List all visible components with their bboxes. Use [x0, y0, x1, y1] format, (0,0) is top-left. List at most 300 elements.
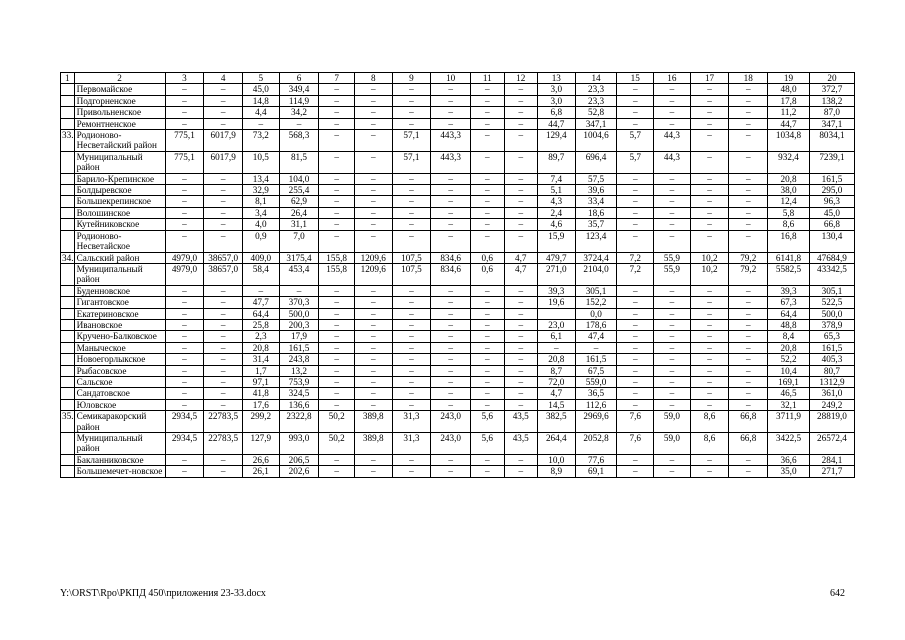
value-cell: 7,2 [617, 263, 654, 285]
value-cell: 66,8 [729, 411, 768, 433]
value-cell: – [204, 365, 243, 376]
value-cell: – [504, 196, 537, 207]
row-name: Сандатовское [74, 388, 165, 399]
value-cell: 26572,4 [809, 433, 854, 455]
value-cell: – [654, 95, 691, 106]
value-cell: 55,9 [654, 252, 691, 263]
value-cell: 161,5 [575, 354, 617, 365]
value-cell: – [654, 376, 691, 387]
row-number: 35. [61, 411, 75, 433]
row-number [61, 308, 75, 319]
value-cell: 89,7 [537, 151, 575, 173]
value-cell: 4979,0 [165, 252, 204, 263]
row-number [61, 399, 75, 410]
value-cell: – [431, 95, 471, 106]
value-cell: 14,5 [537, 399, 575, 410]
footer-file-path: Y:\ORST\Rpo\РКПД 450\приложения 23-33.docx [60, 588, 266, 599]
value-cell: – [471, 118, 504, 129]
value-cell: 2,3 [243, 331, 280, 342]
value-cell: – [204, 308, 243, 319]
value-cell: 271,7 [809, 466, 854, 477]
value-cell: – [729, 331, 768, 342]
value-cell: – [204, 297, 243, 308]
value-cell: 5,7 [617, 151, 654, 173]
value-cell: 46,5 [768, 388, 810, 399]
value-cell: – [392, 342, 431, 353]
value-cell: 31,3 [392, 433, 431, 455]
value-cell: – [504, 376, 537, 387]
value-cell: – [354, 388, 392, 399]
value-cell: – [729, 130, 768, 152]
value-cell: 6141,8 [768, 252, 810, 263]
table-row [61, 107, 855, 118]
value-cell: – [431, 84, 471, 95]
table-row [61, 95, 855, 106]
value-cell: – [690, 285, 729, 296]
value-cell: – [392, 285, 431, 296]
row-number [61, 95, 75, 106]
row-name: Барило-Крепинское [74, 173, 165, 184]
table-row [61, 219, 855, 230]
value-cell: 59,0 [654, 433, 691, 455]
value-cell: 26,6 [243, 454, 280, 465]
value-cell: 69,1 [575, 466, 617, 477]
value-cell: – [354, 399, 392, 410]
value-cell: 23,3 [575, 84, 617, 95]
value-cell: – [165, 365, 204, 376]
value-cell: – [319, 365, 355, 376]
value-cell: 202,6 [279, 466, 319, 477]
value-cell: 33,4 [575, 196, 617, 207]
value-cell: 264,4 [537, 433, 575, 455]
table-row [61, 354, 855, 365]
row-number [61, 433, 75, 455]
value-cell: 44,3 [654, 151, 691, 173]
header-cell: 11 [471, 73, 504, 84]
value-cell: – [354, 130, 392, 152]
value-cell: 10,5 [243, 151, 280, 173]
row-name: Буденновское [74, 285, 165, 296]
header-cell: 17 [690, 73, 729, 84]
value-cell: 5,6 [471, 411, 504, 433]
value-cell: 6,1 [537, 331, 575, 342]
value-cell: – [654, 342, 691, 353]
value-cell: – [165, 118, 204, 129]
value-cell: – [354, 376, 392, 387]
value-cell: 31,1 [279, 219, 319, 230]
row-name: Первомайское [74, 84, 165, 95]
value-cell: 3175,4 [279, 252, 319, 263]
value-cell: 20,8 [768, 342, 810, 353]
header-cell: 9 [392, 73, 431, 84]
value-cell: – [471, 354, 504, 365]
value-cell: 305,1 [809, 285, 854, 296]
row-name: Волошинское [74, 207, 165, 218]
value-cell: 38657,0 [204, 252, 243, 263]
value-cell: 38,0 [768, 185, 810, 196]
value-cell: 405,3 [809, 354, 854, 365]
value-cell: – [504, 207, 537, 218]
value-cell: – [431, 454, 471, 465]
value-cell: – [654, 466, 691, 477]
value-cell: – [471, 388, 504, 399]
value-cell: – [729, 388, 768, 399]
value-cell: 1034,8 [768, 130, 810, 152]
value-cell: – [617, 95, 654, 106]
value-cell: – [471, 185, 504, 196]
value-cell: – [617, 185, 654, 196]
table-row [61, 433, 855, 455]
value-cell: 8,4 [768, 331, 810, 342]
value-cell: – [654, 219, 691, 230]
value-cell: – [617, 285, 654, 296]
value-cell: – [690, 230, 729, 252]
value-cell: 243,0 [431, 433, 471, 455]
value-cell: – [729, 354, 768, 365]
row-name: Родионово-Несветайское [74, 230, 165, 252]
value-cell: 1209,6 [354, 252, 392, 263]
value-cell: 20,8 [768, 173, 810, 184]
value-cell: 775,1 [165, 130, 204, 152]
value-cell: 13,2 [279, 365, 319, 376]
value-cell: 43,5 [504, 411, 537, 433]
value-cell: 112,6 [575, 399, 617, 410]
value-cell: – [471, 285, 504, 296]
row-name: Сальское [74, 376, 165, 387]
value-cell: – [204, 107, 243, 118]
value-cell: – [729, 118, 768, 129]
value-cell: – [654, 319, 691, 330]
value-cell: – [354, 118, 392, 129]
value-cell: – [165, 331, 204, 342]
value-cell: 64,4 [243, 308, 280, 319]
value-cell: 1312,9 [809, 376, 854, 387]
value-cell: – [354, 308, 392, 319]
value-cell: – [654, 308, 691, 319]
value-cell: 59,0 [654, 411, 691, 433]
value-cell: – [729, 151, 768, 173]
value-cell: – [729, 376, 768, 387]
value-cell: – [617, 466, 654, 477]
value-cell: – [431, 297, 471, 308]
value-cell: – [617, 342, 654, 353]
value-cell: 284,1 [809, 454, 854, 465]
value-cell: – [690, 107, 729, 118]
row-name: Ивановское [74, 319, 165, 330]
row-number [61, 466, 75, 477]
value-cell: – [392, 84, 431, 95]
value-cell: 696,4 [575, 151, 617, 173]
value-cell: – [392, 399, 431, 410]
value-cell: – [471, 219, 504, 230]
value-cell: – [617, 84, 654, 95]
value-cell: 3,0 [537, 84, 575, 95]
value-cell: 152,2 [575, 297, 617, 308]
value-cell: 50,2 [319, 411, 355, 433]
value-cell: 0,9 [243, 230, 280, 252]
value-cell: – [319, 376, 355, 387]
value-cell: 0,6 [471, 263, 504, 285]
value-cell: – [165, 207, 204, 218]
value-cell: 7,4 [537, 173, 575, 184]
value-cell: 8,7 [537, 365, 575, 376]
value-cell: – [319, 84, 355, 95]
value-cell: 7,6 [617, 411, 654, 433]
value-cell: – [165, 219, 204, 230]
value-cell: 62,9 [279, 196, 319, 207]
value-cell: 23,3 [575, 95, 617, 106]
value-cell: – [617, 219, 654, 230]
value-cell: – [392, 95, 431, 106]
value-cell: – [392, 107, 431, 118]
value-cell: – [690, 130, 729, 152]
value-cell: 155,8 [319, 263, 355, 285]
value-cell: – [617, 319, 654, 330]
value-cell: 65,3 [809, 331, 854, 342]
value-cell: – [354, 365, 392, 376]
row-number [61, 388, 75, 399]
table-row [61, 207, 855, 218]
value-cell: 138,2 [809, 95, 854, 106]
value-cell: – [729, 399, 768, 410]
value-cell: – [354, 319, 392, 330]
value-cell: 7239,1 [809, 151, 854, 173]
value-cell: – [354, 196, 392, 207]
value-cell: 305,1 [575, 285, 617, 296]
value-cell: 22783,5 [204, 433, 243, 455]
value-cell: – [504, 173, 537, 184]
value-cell: 161,5 [809, 342, 854, 353]
header-cell: 12 [504, 73, 537, 84]
value-cell: 409,0 [243, 252, 280, 263]
value-cell: 4,7 [504, 252, 537, 263]
row-number [61, 230, 75, 252]
value-cell: 500,0 [809, 308, 854, 319]
value-cell: 47,4 [575, 331, 617, 342]
value-cell: 32,1 [768, 399, 810, 410]
value-cell: 1004,6 [575, 130, 617, 152]
value-cell: – [690, 466, 729, 477]
value-cell: – [392, 319, 431, 330]
value-cell: 443,3 [431, 151, 471, 173]
value-cell: – [690, 219, 729, 230]
value-cell: – [392, 466, 431, 477]
value-cell: – [729, 219, 768, 230]
value-cell: 39,6 [575, 185, 617, 196]
row-name: Новоегорлыкское [74, 354, 165, 365]
value-cell: – [654, 196, 691, 207]
value-cell: – [431, 388, 471, 399]
value-cell: 87,0 [809, 107, 854, 118]
value-cell: 5,6 [471, 433, 504, 455]
value-cell: 28819,0 [809, 411, 854, 433]
row-number [61, 342, 75, 353]
table-row [61, 151, 855, 173]
value-cell: – [392, 308, 431, 319]
value-cell: 5,1 [537, 185, 575, 196]
value-cell: – [392, 365, 431, 376]
value-cell: – [504, 466, 537, 477]
value-cell: – [654, 331, 691, 342]
value-cell: 834,6 [431, 252, 471, 263]
value-cell: 96,3 [809, 196, 854, 207]
value-cell: – [729, 365, 768, 376]
value-cell: 72,0 [537, 376, 575, 387]
value-cell: 200,3 [279, 319, 319, 330]
value-cell: – [165, 342, 204, 353]
value-cell: – [471, 95, 504, 106]
value-cell: – [319, 331, 355, 342]
value-cell: 178,6 [575, 319, 617, 330]
value-cell: – [319, 399, 355, 410]
value-cell: – [204, 219, 243, 230]
data-table [60, 72, 855, 478]
value-cell: 271,0 [537, 263, 575, 285]
row-name: Рыбасовское [74, 365, 165, 376]
value-cell: – [319, 173, 355, 184]
value-cell: – [471, 297, 504, 308]
value-cell: – [319, 230, 355, 252]
value-cell: – [690, 319, 729, 330]
value-cell: 5582,5 [768, 263, 810, 285]
value-cell: 347,1 [575, 118, 617, 129]
value-cell: 31,4 [243, 354, 280, 365]
value-cell: 3,4 [243, 207, 280, 218]
table-header-row [61, 73, 855, 84]
value-cell: 10,4 [768, 365, 810, 376]
value-cell: – [431, 219, 471, 230]
value-cell: – [354, 466, 392, 477]
value-cell: – [729, 95, 768, 106]
value-cell: – [690, 95, 729, 106]
value-cell: – [165, 196, 204, 207]
row-name: Кутейниковское [74, 219, 165, 230]
header-cell: 4 [204, 73, 243, 84]
value-cell: – [279, 118, 319, 129]
value-cell: 8,1 [243, 196, 280, 207]
value-cell: 3422,5 [768, 433, 810, 455]
table-row [61, 185, 855, 196]
value-cell: – [729, 454, 768, 465]
value-cell: – [471, 151, 504, 173]
value-cell: – [319, 151, 355, 173]
value-cell: 35,7 [575, 219, 617, 230]
header-cell: 18 [729, 73, 768, 84]
value-cell: – [319, 196, 355, 207]
value-cell: 47684,9 [809, 252, 854, 263]
value-cell: – [690, 173, 729, 184]
table-row [61, 173, 855, 184]
value-cell: – [319, 118, 355, 129]
value-cell: – [392, 388, 431, 399]
value-cell: 57,1 [392, 130, 431, 152]
value-cell: – [165, 95, 204, 106]
value-cell: – [654, 230, 691, 252]
row-name: Гигантовское [74, 297, 165, 308]
value-cell: – [431, 365, 471, 376]
value-cell: 378,9 [809, 319, 854, 330]
value-cell: 129,4 [537, 130, 575, 152]
value-cell: – [279, 285, 319, 296]
value-cell: 155,8 [319, 252, 355, 263]
value-cell: – [354, 107, 392, 118]
value-cell: – [204, 454, 243, 465]
value-cell: – [431, 319, 471, 330]
value-cell: 107,5 [392, 252, 431, 263]
value-cell: – [319, 319, 355, 330]
value-cell: – [504, 118, 537, 129]
row-name: Кручено-Балковское [74, 331, 165, 342]
value-cell: 15,9 [537, 230, 575, 252]
value-cell: – [319, 130, 355, 152]
value-cell: 17,9 [279, 331, 319, 342]
value-cell: – [690, 454, 729, 465]
value-cell: – [431, 354, 471, 365]
value-cell: – [319, 454, 355, 465]
row-name: Большемечет-новское [74, 466, 165, 477]
value-cell: – [392, 331, 431, 342]
row-name: Сальский район [74, 252, 165, 263]
value-cell: 104,0 [279, 173, 319, 184]
value-cell: 1209,6 [354, 263, 392, 285]
value-cell: – [537, 342, 575, 353]
value-cell: – [319, 185, 355, 196]
table-row [61, 342, 855, 353]
value-cell: – [319, 342, 355, 353]
value-cell: 349,4 [279, 84, 319, 95]
value-cell: – [654, 207, 691, 218]
value-cell: – [617, 196, 654, 207]
value-cell: – [690, 84, 729, 95]
value-cell: 453,4 [279, 263, 319, 285]
row-number [61, 263, 75, 285]
value-cell: 45,0 [243, 84, 280, 95]
value-cell: – [392, 230, 431, 252]
value-cell: 7,0 [279, 230, 319, 252]
value-cell: 20,8 [243, 342, 280, 353]
value-cell: 5,8 [768, 207, 810, 218]
row-name: Ремонтненское [74, 118, 165, 129]
value-cell: – [243, 118, 280, 129]
value-cell: – [654, 173, 691, 184]
value-cell: 44,3 [654, 130, 691, 152]
value-cell: 753,9 [279, 376, 319, 387]
value-cell: – [319, 354, 355, 365]
value-cell: – [471, 342, 504, 353]
value-cell: 479,7 [537, 252, 575, 263]
table-row [61, 466, 855, 477]
value-cell: – [690, 399, 729, 410]
row-name: Муниципальный район [74, 263, 165, 285]
value-cell: – [165, 319, 204, 330]
value-cell: 47,7 [243, 297, 280, 308]
value-cell: 39,3 [537, 285, 575, 296]
value-cell: 32,9 [243, 185, 280, 196]
value-cell: – [354, 230, 392, 252]
value-cell: – [165, 297, 204, 308]
row-number [61, 185, 75, 196]
value-cell: – [504, 354, 537, 365]
value-cell: 5,7 [617, 130, 654, 152]
value-cell: 2,4 [537, 207, 575, 218]
value-cell: – [617, 354, 654, 365]
value-cell: 14,8 [243, 95, 280, 106]
value-cell: 48,8 [768, 319, 810, 330]
value-cell: 161,5 [809, 173, 854, 184]
value-cell: – [729, 84, 768, 95]
value-cell: – [354, 285, 392, 296]
value-cell: 8,9 [537, 466, 575, 477]
